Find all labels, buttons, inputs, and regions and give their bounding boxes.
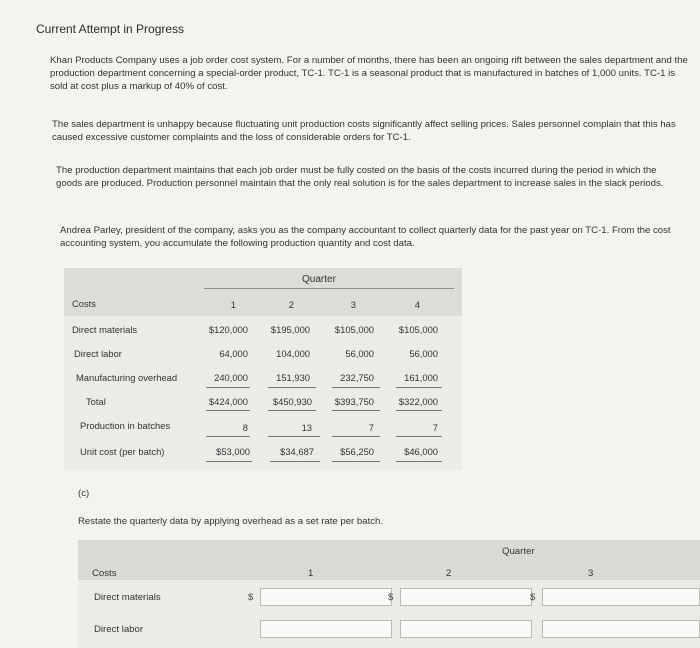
cell-batches-q2: 13 — [301, 422, 312, 433]
dollar-sign-q2: $ — [388, 592, 394, 603]
input-dl-q3[interactable] — [542, 620, 700, 638]
batches-line-q2 — [268, 436, 320, 437]
dollar-sign-q1: $ — [248, 592, 254, 603]
restated-quarter-1-header: 1 — [308, 568, 314, 579]
restated-quarter-3-header: 3 — [588, 568, 594, 579]
cell-dl-q3: 56,000 — [345, 348, 374, 359]
input-dm-q2[interactable] — [400, 588, 532, 606]
restated-label-direct-materials: Direct materials — [94, 592, 161, 603]
quarter-3-header: 3 — [350, 299, 356, 310]
part-c-label: (c) — [78, 488, 90, 499]
unit-line-q4 — [396, 461, 442, 462]
part-c-instruction: Restate the quarterly data by applying overhead as a set rate per batch. — [78, 516, 384, 527]
restated-header-band — [78, 540, 700, 580]
cell-moh-q1: 240,000 — [214, 372, 248, 383]
cell-dl-q1: 64,000 — [219, 348, 248, 359]
row-label-direct-labor: Direct labor — [74, 348, 122, 359]
cell-moh-q4: 161,000 — [404, 372, 438, 383]
total-line-q4 — [396, 410, 442, 411]
quarter-2-header: 2 — [288, 299, 294, 310]
input-dl-q2[interactable] — [400, 620, 532, 638]
cell-unit-q2: $34,687 — [280, 446, 314, 457]
row-label-overhead: Manufacturing overhead — [76, 372, 178, 383]
cell-batches-q4: 7 — [432, 422, 438, 433]
input-dm-q1[interactable] — [260, 588, 392, 606]
total-line-q1 — [206, 410, 250, 411]
cell-total-q4: $322,000 — [398, 396, 438, 407]
total-line-q2 — [268, 410, 316, 411]
unit-line-q1 — [206, 461, 252, 462]
quarter-underline — [204, 288, 454, 289]
batches-line-q3 — [332, 436, 380, 437]
page-title: Current Attempt in Progress — [36, 22, 185, 36]
subtotal-line-q3 — [332, 387, 380, 388]
batches-line-q4 — [396, 436, 442, 437]
row-label-direct-materials: Direct materials — [72, 324, 138, 335]
quarter-header: Quarter — [302, 274, 336, 285]
row-label-unit-cost: Unit cost (per batch) — [80, 446, 165, 457]
cell-batches-q3: 7 — [368, 422, 374, 433]
cell-dm-q1: $120,000 — [208, 324, 248, 335]
restated-costs-header: Costs — [92, 568, 117, 579]
cell-moh-q3: 232,750 — [340, 372, 374, 383]
quarter-1-header: 1 — [230, 299, 236, 310]
restated-quarter-header: Quarter — [502, 546, 535, 557]
cost-data-table — [64, 268, 462, 470]
costs-header: Costs — [72, 298, 96, 309]
restated-label-direct-labor: Direct labor — [94, 624, 144, 635]
cell-unit-q1: $53,000 — [216, 446, 250, 457]
cell-dm-q3: $105,000 — [334, 324, 374, 335]
subtotal-line-q1 — [206, 387, 250, 388]
subtotal-line-q4 — [396, 387, 442, 388]
restated-quarter-2-header: 2 — [446, 568, 452, 579]
batches-line-q1 — [206, 436, 250, 437]
input-dm-q3[interactable] — [542, 588, 700, 606]
total-line-q3 — [332, 410, 380, 411]
row-label-batches: Production in batches — [80, 420, 171, 431]
subtotal-line-q2 — [268, 387, 316, 388]
cell-total-q3: $393,750 — [334, 396, 374, 407]
cell-batches-q1: 8 — [242, 422, 248, 433]
paragraph-intro: Khan Products Company uses a job order cost system. For a number of months, there has been an ongoing rift between the sales department and the production department concerning a special-order product, TC-1. TC-1 is a seasonal product that is manufactured in batches of 1,000 units. TC-1 is sold at cost plus a markup of 40% of cost. — [50, 55, 688, 92]
paragraph-production: The production department maintains that each job order must be fully costed on the basis of the costs incurred during the period in which the goods are produced. Production personnel maintain that the only real solution is for the sales department to increase sales in the slack periods. — [56, 165, 664, 189]
cell-unit-q4: $46,000 — [404, 446, 438, 457]
cell-total-q1: $424,000 — [208, 396, 248, 407]
cell-dl-q2: 104,000 — [276, 348, 310, 359]
paragraph-sales: The sales department is unhappy because fluctuating unit production costs significantly affect selling prices. Sales personnel complain that this has caused excessive customer complaints and the loss of considerable orders for TC-1. — [52, 119, 676, 143]
cell-moh-q2: 151,930 — [276, 372, 310, 383]
unit-line-q3 — [332, 461, 380, 462]
quarter-4-header: 4 — [414, 299, 420, 310]
cell-total-q2: $450,930 — [272, 396, 312, 407]
cell-dm-q4: $105,000 — [398, 324, 438, 335]
unit-line-q2 — [270, 461, 320, 462]
row-label-total: Total — [86, 396, 106, 407]
cell-unit-q3: $56,250 — [340, 446, 374, 457]
dollar-sign-q3: $ — [530, 592, 536, 603]
restated-data-table — [78, 540, 700, 648]
cell-dl-q4: 56,000 — [409, 348, 438, 359]
paragraph-president: Andrea Parley, president of the company, asks you as the company accountant to collect quarterly data for the past year on TC-1. From the cost accounting system, you accumulate the following production quantity and cost data. — [60, 225, 671, 249]
input-dl-q1[interactable] — [260, 620, 392, 638]
cell-dm-q2: $195,000 — [270, 324, 310, 335]
